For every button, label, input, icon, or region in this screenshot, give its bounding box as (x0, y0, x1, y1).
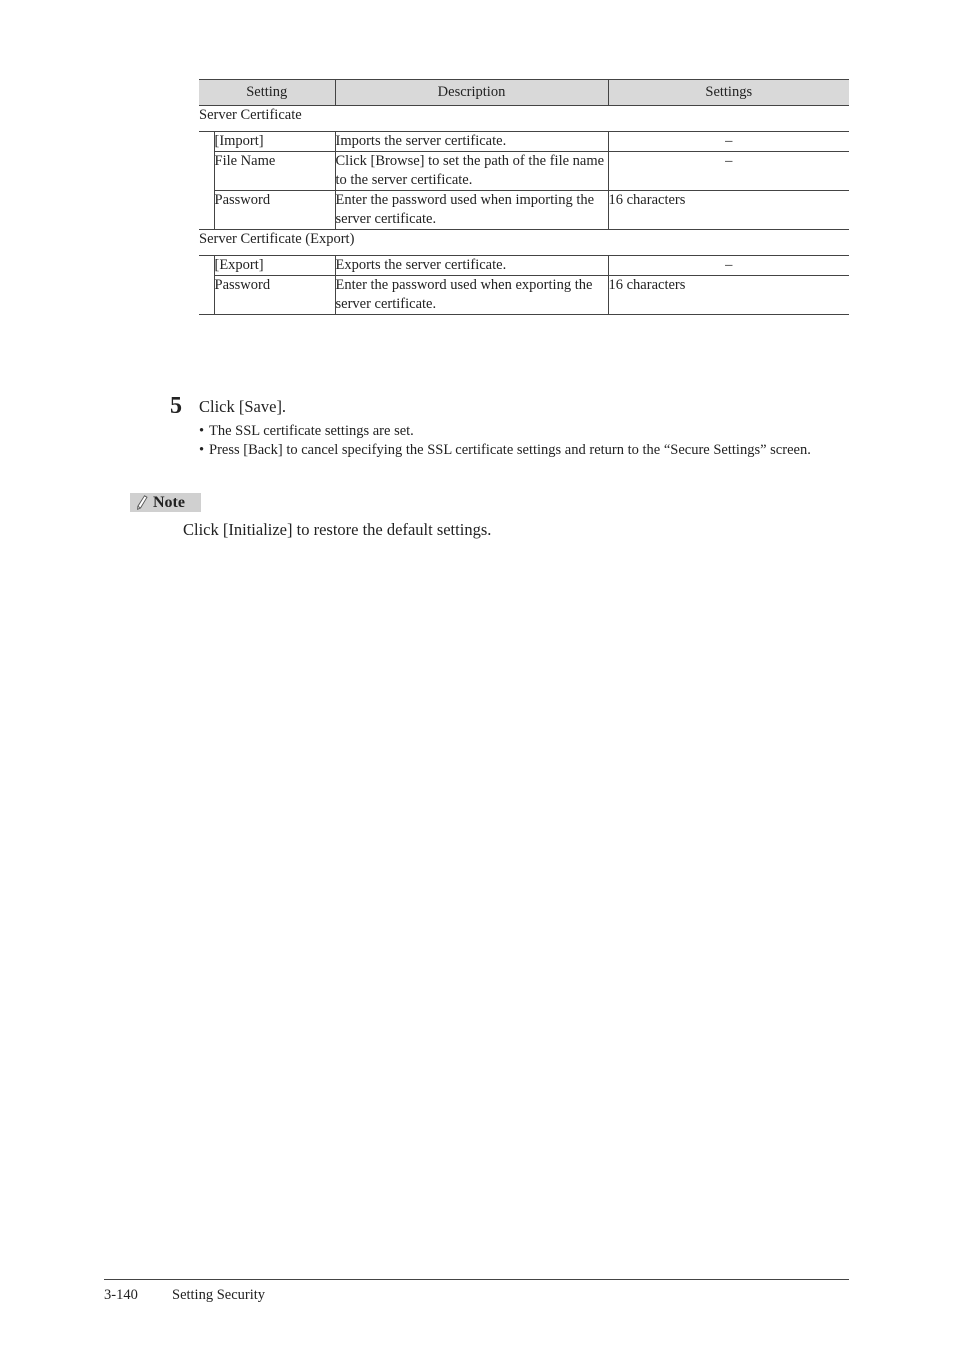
table-row (199, 276, 849, 315)
cell-setting: [Export] (214, 256, 335, 276)
section-title: Server Certificate (Export) (199, 230, 849, 256)
cell-value: – (608, 152, 849, 191)
section-row (199, 230, 849, 256)
cell-description: Click [Browse] to set the path of the file name to the server certificate. (335, 152, 608, 191)
bullet-dot: • (199, 423, 205, 439)
step-text: Click [Save]. (199, 397, 287, 416)
bullet-text: The SSL certificate settings are set. (209, 423, 414, 439)
cell-value: 16 characters (608, 191, 849, 230)
cell-description: Imports the server certificate. (335, 132, 608, 152)
section-title: Server Certificate (199, 106, 849, 132)
list-item (199, 422, 849, 441)
footer-rule (104, 1279, 849, 1280)
table-row (199, 191, 849, 230)
note-text: Click [Initialize] to restore the default settings. (183, 520, 492, 539)
note-label (130, 493, 201, 512)
settings-table (199, 79, 849, 315)
cell-description: Enter the password used when exporting the server certificate. (335, 276, 608, 315)
header-settings: Settings (608, 80, 849, 106)
step-number: 5 (170, 393, 182, 419)
list-item (199, 441, 849, 460)
header-description: Description (335, 80, 608, 106)
table-row (199, 256, 849, 276)
page-number: 3-140 (104, 1287, 138, 1303)
cell-value: – (608, 256, 849, 276)
section-row (199, 106, 849, 132)
cell-description: Enter the password used when importing the server certificate. (335, 191, 608, 230)
cell-setting: [Import] (214, 132, 335, 152)
bullet-dot: • (199, 442, 205, 458)
cell-setting: Password (214, 191, 335, 230)
footer-section-title: Setting Security (172, 1287, 266, 1303)
cell-value: – (608, 132, 849, 152)
note-title: Note (153, 494, 185, 511)
cell-setting: Password (214, 276, 335, 315)
cell-value: 16 characters (608, 276, 849, 315)
bullet-text: Press [Back] to cancel specifying the SSL certificate settings and return to the “Secure Settings” screen. (209, 442, 811, 458)
header-setting: Setting (199, 80, 335, 106)
pencil-icon (136, 495, 148, 510)
table-header-row (199, 80, 849, 106)
step-bullets (199, 422, 849, 460)
cell-description: Exports the server certificate. (335, 256, 608, 276)
table-row (199, 152, 849, 191)
table-row (199, 132, 849, 152)
cell-setting: File Name (214, 152, 335, 191)
